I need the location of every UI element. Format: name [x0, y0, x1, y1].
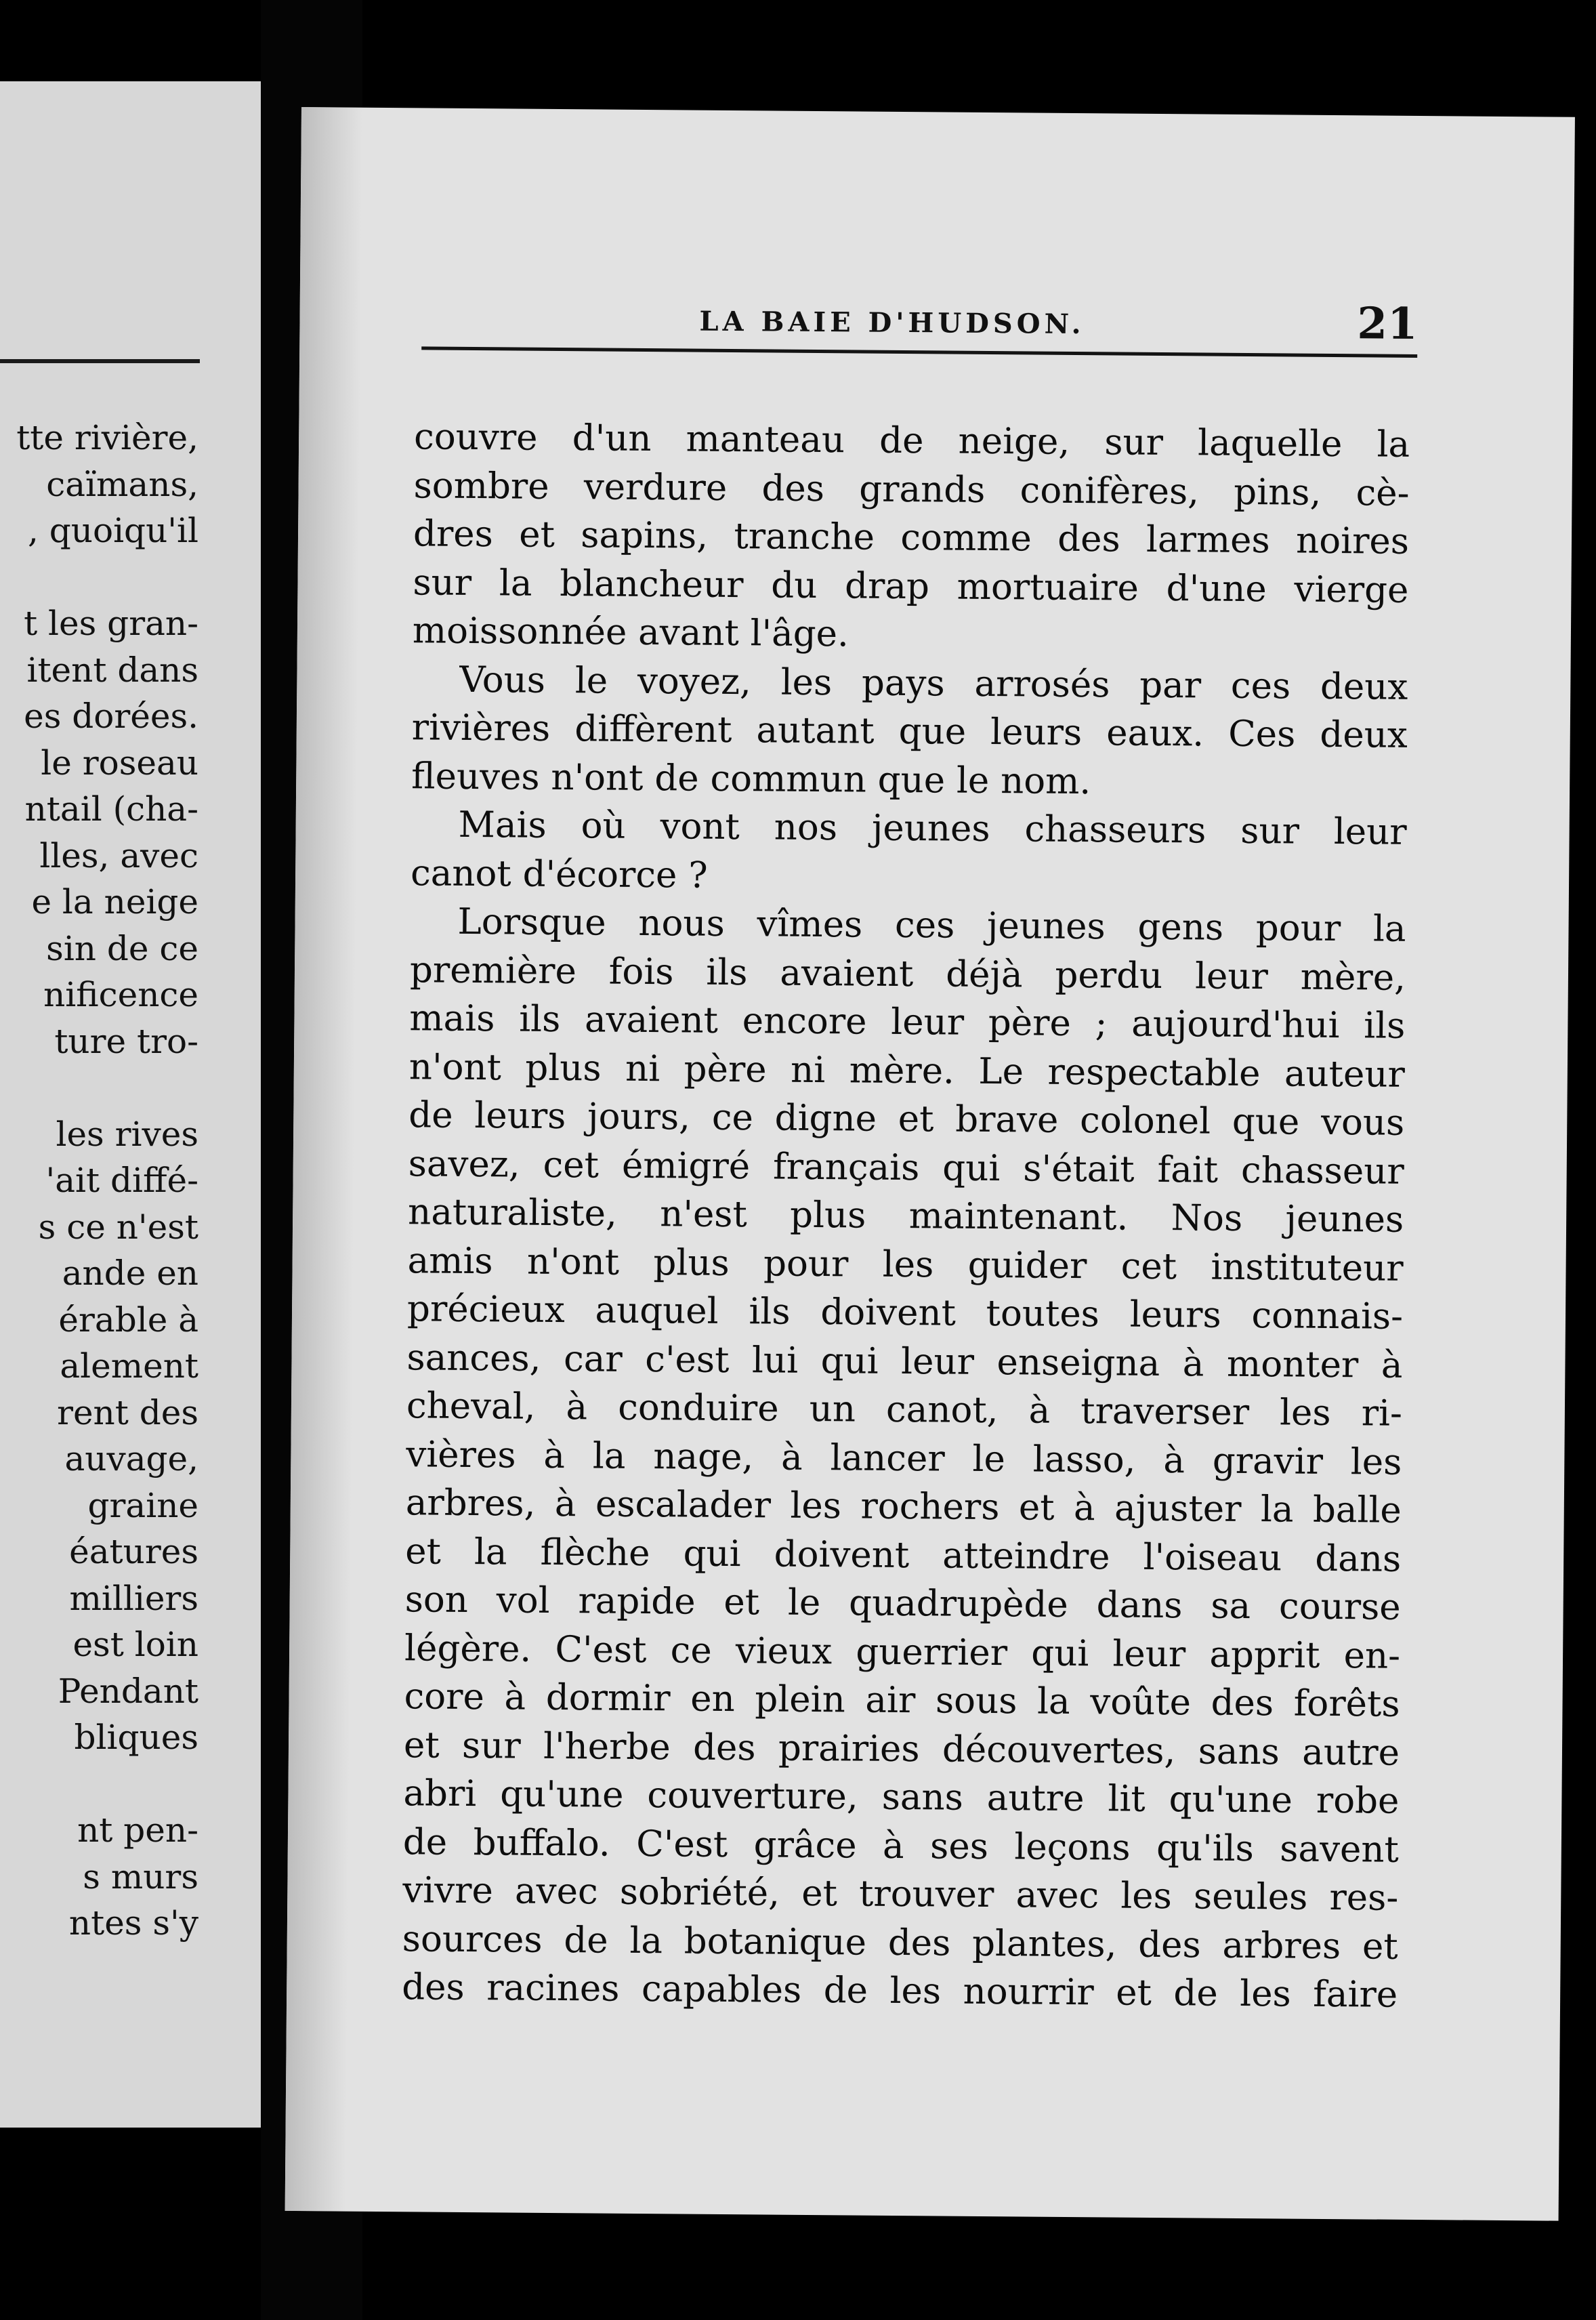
- text-line: couvre d'un manteau de neige, sur laquelle la: [413, 416, 1410, 465]
- text-line: vivre avec sobriété, et trouver avec les seules res-: [402, 1869, 1399, 1919]
- left-line: [0, 554, 198, 601]
- body-text: [402, 413, 1410, 2019]
- text-line: sources de la botanique des plantes, des arbres et: [402, 1918, 1398, 1968]
- left-line: [0, 1064, 198, 1111]
- text-line: dres et sapins, tranche comme des larmes noires: [413, 513, 1410, 562]
- left-page-text: [0, 415, 198, 1947]
- left-line: e la neige: [31, 882, 198, 921]
- left-line: éatures: [69, 1532, 198, 1571]
- text-line: canot d'écorce ?: [410, 852, 708, 896]
- left-line: bliques: [74, 1718, 198, 1757]
- text-line: Lorsque nous vîmes ces jeunes gens pour la: [457, 900, 1406, 950]
- text-line: naturaliste, n'est plus maintenant. Nos jeunes: [407, 1191, 1404, 1241]
- text-line: sances, car c'est lui qui leur enseigna à monter à: [406, 1336, 1403, 1386]
- left-line: nificence: [43, 975, 198, 1014]
- left-line: s murs: [83, 1857, 198, 1897]
- left-line: graine: [87, 1485, 198, 1525]
- text-line: de buffalo. C'est grâce à ses leçons qu'ils savent: [402, 1821, 1400, 1871]
- left-line: nt pen-: [77, 1810, 198, 1850]
- page-number: 21: [1357, 298, 1418, 350]
- left-line: [0, 1761, 198, 1808]
- left-line: itent dans: [26, 650, 198, 690]
- left-line: rent des: [57, 1392, 198, 1432]
- left-line: le roseau: [41, 743, 198, 783]
- left-line: , quoiqu'il: [27, 511, 198, 550]
- left-line: les rives: [56, 1114, 198, 1154]
- left-line: s ce n'est: [38, 1207, 198, 1247]
- text-line: abri qu'une couverture, sans autre lit qu'une robe: [403, 1773, 1400, 1822]
- text-line: n'ont plus ni père ni mère. Le respectable auteur: [408, 1045, 1406, 1096]
- running-head: LA BAIE D'HUDSON.: [699, 305, 1085, 341]
- left-line: ande en: [62, 1254, 198, 1293]
- left-line: ntail (cha-: [24, 789, 198, 829]
- text-line: mais ils avaient encore leur père ; aujourd'hui ils: [409, 997, 1406, 1047]
- facing-page-left: [0, 81, 261, 2128]
- text-line: légère. C'est ce vieux guerrier qui leur apprit en-: [404, 1627, 1401, 1677]
- text-line: première fois ils avaient déjà perdu leur mère,: [409, 949, 1406, 999]
- text-line: précieux auquel ils doivent toutes leurs connais-: [406, 1288, 1404, 1338]
- left-line: auvage,: [64, 1439, 198, 1478]
- text-line: des racines capables de les nourrir et de les faire: [401, 1966, 1398, 2016]
- text-line: savez, cet émigré français qui s'était fait chasseur: [408, 1142, 1404, 1193]
- left-line: lles, avec: [39, 835, 198, 875]
- left-line: sin de ce: [46, 928, 198, 968]
- left-line: es dorées.: [24, 697, 198, 736]
- text-line: fleuves n'ont de commun que le nom.: [411, 755, 1091, 802]
- text-line: cheval, à conduire un canot, à traverser les ri-: [406, 1385, 1403, 1434]
- left-line: est loin: [72, 1625, 198, 1664]
- text-line: sur la blancheur du drap mortuaire d'une vierge: [413, 561, 1409, 611]
- text-line: vières à la nage, à lancer le lasso, à gravir les: [406, 1433, 1402, 1483]
- text-line: moissonnée avant l'âge.: [412, 610, 849, 655]
- text-line: de leurs jours, ce digne et brave colonel que vous: [408, 1094, 1405, 1144]
- left-line: t les gran-: [24, 604, 198, 643]
- text-line: et la flèche qui doivent atteindre l'oiseau dans: [405, 1530, 1402, 1580]
- left-line: milliers: [69, 1578, 198, 1618]
- text-line: arbres, à escalader les rochers et à ajuster la balle: [405, 1482, 1402, 1531]
- text-line: amis n'ont plus pour les guider cet instituteur: [407, 1239, 1404, 1289]
- left-line: érable à: [58, 1300, 198, 1340]
- text-line: son vol rapide et le quadrupède dans sa course: [404, 1579, 1401, 1628]
- left-line: tte rivière,: [16, 418, 198, 457]
- text-line: Mais où vont nos jeunes chasseurs sur leur: [458, 804, 1407, 853]
- text-line: et sur l'herbe des prairies découvertes, sans autre: [403, 1724, 1400, 1774]
- text-line: sombre verdure des grands conifères, pins, cè-: [413, 464, 1410, 514]
- text-line: core à dormir en plein air sous la voûte des forêts: [404, 1676, 1400, 1725]
- left-line: 'ait diffé-: [45, 1161, 198, 1200]
- page-header: [699, 293, 1418, 353]
- left-line: alement: [60, 1346, 198, 1386]
- left-line: caïmans,: [46, 464, 198, 504]
- text-line: rivières diffèrent autant que leurs eaux. Ces deux: [411, 707, 1408, 756]
- left-line: ntes s'y: [68, 1903, 198, 1943]
- text-line: Vous le voyez, les pays arrosés par ces deux: [459, 659, 1408, 708]
- left-header-rule: [0, 359, 200, 363]
- left-line: Pendant: [58, 1671, 198, 1711]
- page-21: [285, 107, 1575, 2221]
- left-line: ture tro-: [54, 1021, 198, 1061]
